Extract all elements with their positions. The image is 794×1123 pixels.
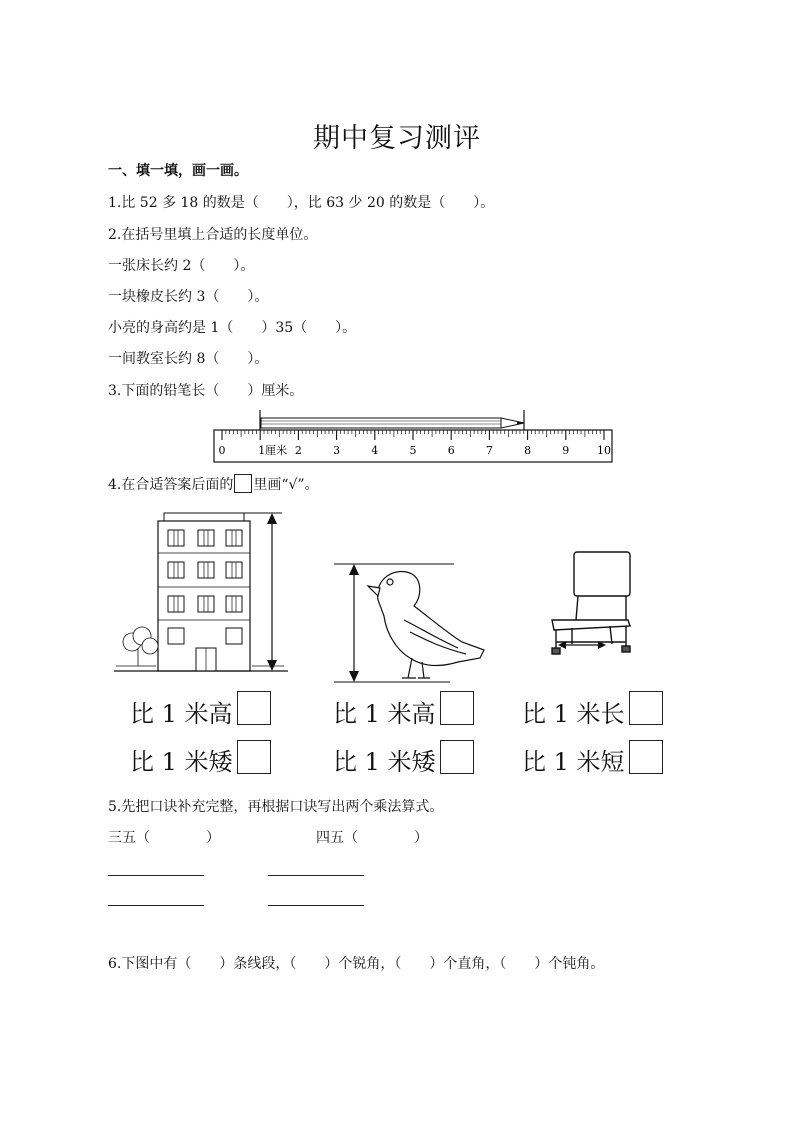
- ruler-tick-label: 0: [218, 444, 226, 457]
- question-2: 2.在括号里填上合适的长度单位。: [108, 227, 318, 243]
- ruler-with-pencil: [212, 406, 616, 466]
- section-heading: 一、填一填，画一画。: [108, 163, 248, 179]
- ruler-tick-label: 6: [447, 444, 455, 457]
- question-6: 6.下图中有（ ）条线段，（ ）个锐角，（ ）个直角，（ ）个钝角。: [108, 956, 605, 972]
- option-bird-shorter-label: 比 1 米矮: [333, 748, 436, 776]
- option-chair-longer-checkbox[interactable]: [629, 691, 663, 725]
- ruler-tick-label: 2: [294, 444, 302, 457]
- question-5: 5.先把口诀补充完整，再根据口诀写出两个乘法算式。: [108, 799, 444, 815]
- bird-illustration: [326, 558, 496, 688]
- option-chair-shorter-checkbox[interactable]: [629, 740, 663, 774]
- ruler-tick-label: 8: [524, 444, 532, 457]
- ruler-tick-label: 1厘米: [258, 444, 288, 457]
- question-4-post: 里画“√”。: [253, 477, 319, 493]
- option-building-shorter-label: 比 1 米矮: [130, 748, 233, 776]
- question-4-pre: 4.在合适答案后面的: [108, 477, 234, 493]
- question-5a: 三五（ ）: [108, 830, 220, 846]
- answer-line[interactable]: [108, 905, 204, 906]
- ruler-tick-label: 3: [333, 444, 341, 457]
- option-bird-taller-label: 比 1 米高: [333, 700, 436, 728]
- question-3: 3.下面的铅笔长（ ）厘米。: [108, 383, 304, 399]
- option-chair-shorter-label: 比 1 米短: [522, 748, 625, 776]
- option-building-taller-label: 比 1 米高: [130, 700, 233, 728]
- question-5b: 四五（ ）: [316, 830, 428, 846]
- question-2c: 小亮的身高约是 1（ ）35（ ）。: [108, 320, 357, 336]
- pencil: [260, 410, 524, 430]
- page-title: 期中复习测评: [313, 123, 481, 154]
- answer-line[interactable]: [108, 875, 204, 876]
- option-building-taller-checkbox[interactable]: [237, 691, 271, 725]
- ruler-tick-label: 5: [409, 444, 417, 457]
- question-2a: 一张床长约 2（ ）。: [108, 258, 255, 274]
- question-2b: 一块橡皮长约 3（ ）。: [108, 289, 269, 305]
- question-4: [108, 474, 319, 494]
- ruler-tick-label: 10: [597, 444, 611, 457]
- option-chair-longer-label: 比 1 米长: [522, 700, 625, 728]
- question-2d: 一间教室长约 8（ ）。: [108, 351, 269, 367]
- option-bird-shorter-checkbox[interactable]: [440, 740, 474, 774]
- option-bird-taller-checkbox[interactable]: [440, 691, 474, 725]
- answer-line[interactable]: [268, 875, 364, 876]
- option-building-shorter-checkbox[interactable]: [237, 740, 271, 774]
- chair-illustration: [542, 548, 638, 658]
- sample-box-icon: [234, 474, 252, 493]
- ruler-tick-label: 9: [562, 444, 570, 457]
- question-1: 1.比 52 多 18 的数是（ ），比 63 少 20 的数是（ ）。: [108, 195, 495, 211]
- ruler-tick-label: 4: [371, 444, 379, 457]
- answer-line[interactable]: [268, 905, 364, 906]
- ruler-tick-label: 7: [485, 444, 493, 457]
- building-illustration: [112, 508, 292, 678]
